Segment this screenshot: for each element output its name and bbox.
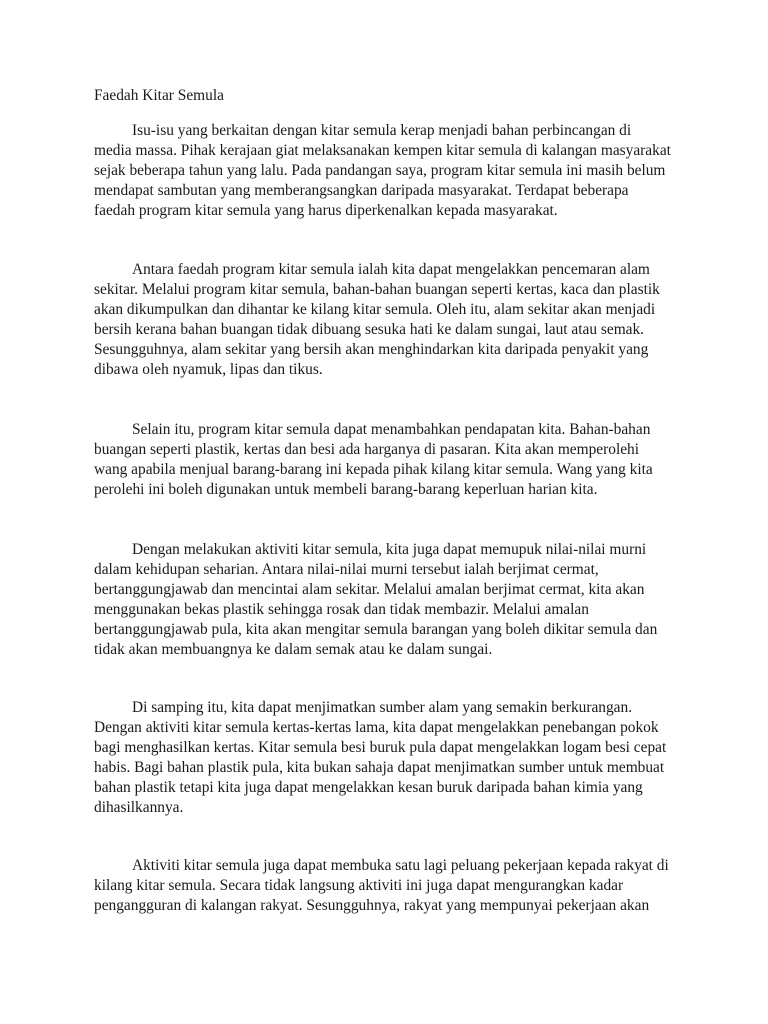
paragraph-line: Antara faedah program kitar semula ialah kita dapat mengelakkan pencemaran alam [132, 261, 650, 278]
paragraph-line: Di samping itu, kita dapat menjimatkan sumber alam yang semakin berkurangan. [132, 699, 633, 716]
paragraph-line: media massa. Pihak kerajaan giat melaksanakan kempen kitar semula di kalangan masyarakat [94, 142, 671, 159]
paragraph-line: dibawa oleh nyamuk, lipas dan tikus. [94, 361, 323, 378]
paragraph-line: dalam kehidupan seharian. Antara nilai-nilai murni tersebut ialah berjimat cermat, [94, 561, 599, 578]
paragraph-line: Sesungguhnya, alam sekitar yang bersih akan menghindarkan kita daripada penyakit yang [94, 341, 649, 358]
paragraph-income [94, 420, 653, 500]
paragraph-line: habis. Bagi bahan plastik pula, kita bukan sahaja dapat menjimatkan sumber untuk membuat [94, 759, 665, 776]
paragraph-line: faedah program kitar semula yang harus diperkenalkan kepada masyarakat. [94, 202, 558, 219]
paragraph-line: Dengan aktiviti kitar semula kertas-kertas lama, kita dapat mengelakkan penebangan pokok [94, 719, 659, 736]
paragraph-line: menggunakan bekas plastik sehingga rosak dan tidak membazir. Melalui amalan [94, 601, 589, 618]
paragraph-line: wang apabila menjual barang-barang ini kepada pihak kilang kitar semula. Wang yang kita [94, 461, 653, 478]
paragraph-line: bertanggungjawab pula, kita akan mengitar semula barangan yang boleh dikitar semula dan [94, 621, 658, 638]
paragraph-pollution [94, 260, 660, 380]
paragraph-line: dihasilkannya. [94, 799, 184, 816]
paragraph-line: kilang kitar semula. Secara tidak langsung aktiviti ini juga dapat mengurangkan kadar [94, 877, 624, 894]
paragraph-introduction [94, 121, 671, 221]
paragraph-line: bahan plastik tetapi kita juga dapat mengelakkan kesan buruk daripada bahan kimia yang [94, 779, 643, 796]
paragraph-line: sejak beberapa tahun yang lalu. Pada pandangan saya, program kitar semula ini masih belum [94, 162, 666, 179]
paragraph-line: Selain itu, program kitar semula dapat menambahkan pendapatan kita. Bahan-bahan [132, 421, 651, 438]
paragraph-line: perolehi ini boleh digunakan untuk membeli barang-barang keperluan harian kita. [94, 481, 598, 498]
paragraph-line: Aktiviti kitar semula juga dapat membuka satu lagi peluang pekerjaan kepada rakyat di [132, 857, 669, 874]
paragraph-line: Isu-isu yang berkaitan dengan kitar semula kerap menjadi bahan perbincangan di [132, 122, 632, 139]
paragraph-line: buangan seperti plastik, kertas dan besi ada harganya di pasaran. Kita akan memperolehi [94, 441, 640, 458]
paragraph-line: Dengan melakukan aktiviti kitar semula, kita juga dapat memupuk nilai-nilai murni [132, 541, 647, 558]
paragraph-line: sekitar. Melalui program kitar semula, bahan-bahan buangan seperti kertas, kaca dan plastik [94, 281, 660, 298]
paragraph-values [94, 540, 657, 660]
paragraph-line: akan dikumpulkan dan dihantar ke kilang kitar semula. Oleh itu, alam sekitar akan menjadi [94, 301, 656, 318]
paragraph-line: mendapat sambutan yang memberangsangkan daripada masyarakat. Terdapat beberapa [94, 182, 629, 199]
paragraph-employment [94, 856, 669, 916]
paragraph-line: bagi menghasilkan kertas. Kitar semula besi buruk pula dapat mengelakkan logam besi cepat [94, 739, 667, 756]
paragraph-resources [94, 698, 666, 818]
paragraph-line: pengangguran di kalangan rakyat. Sesungguhnya, rakyat yang mempunyai pekerjaan akan [94, 897, 650, 914]
paragraph-line: bertanggungjawab dan mencintai alam sekitar. Melalui amalan berjimat cermat, kita akan [94, 581, 645, 598]
document-title: Faedah Kitar Semula [94, 87, 224, 104]
paragraph-line: bersih kerana bahan buangan tidak dibuang sesuka hati ke dalam sungai, laut atau semak. [94, 321, 645, 338]
paragraph-line: tidak akan membuangnya ke dalam semak atau ke dalam sungai. [94, 641, 493, 658]
